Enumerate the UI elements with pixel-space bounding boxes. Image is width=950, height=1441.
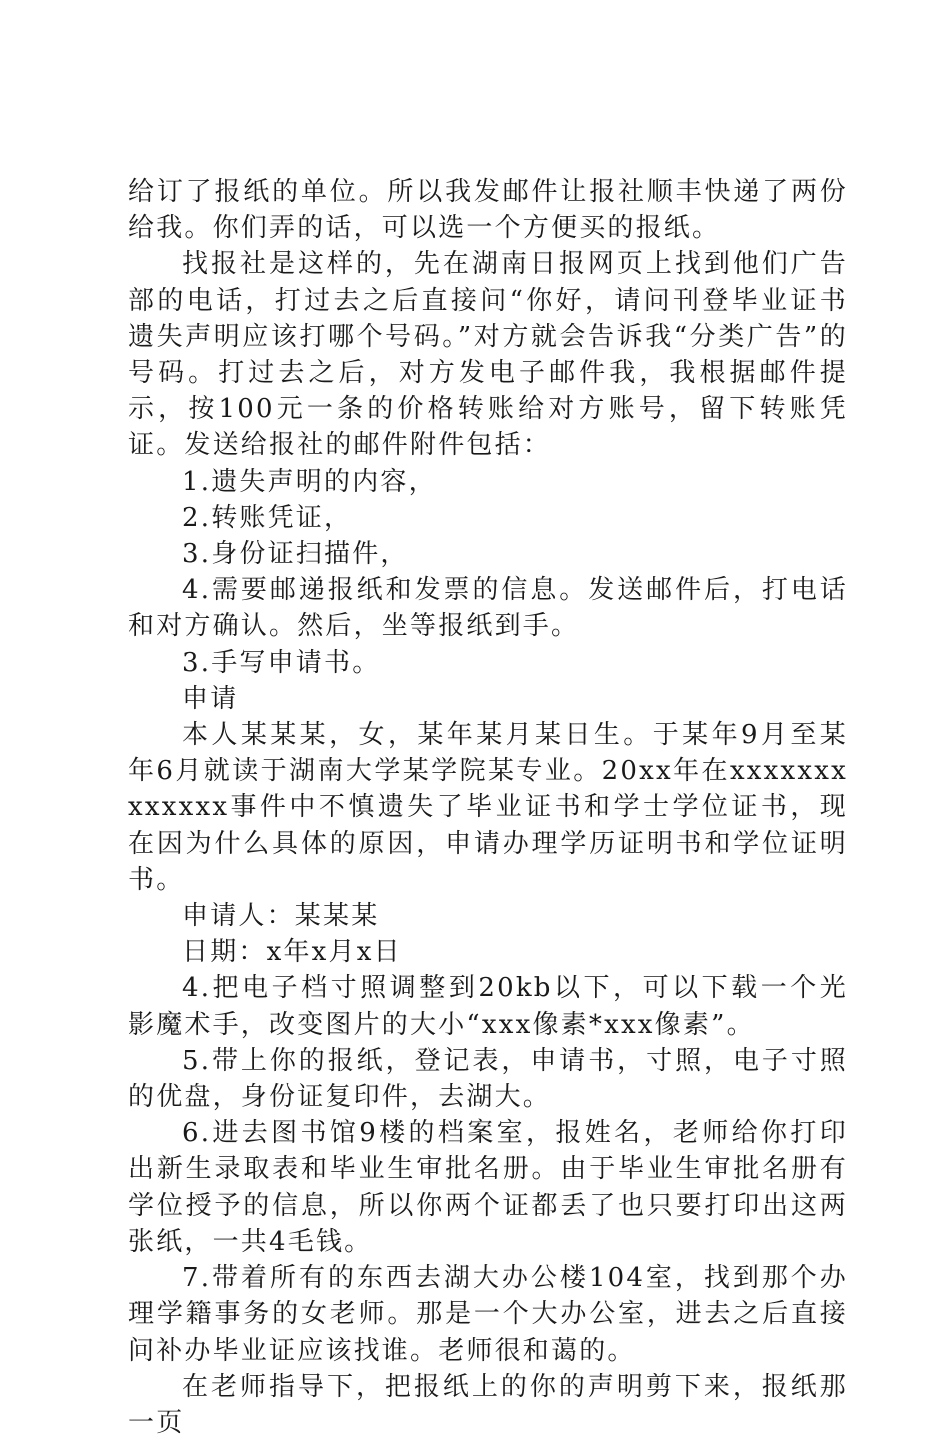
step-archive-room: 6.进去图书馆9楼的档案室，报姓名，老师给你打印出新生录取表和毕业生审批名册。由于毕业生审批名册有学位授予的信息，所以你两个证都丢了也只要打印出这两张纸，一共4毛钱。 — [128, 1118, 848, 1257]
document-body — [128, 174, 848, 1441]
paragraph-teacher-guidance: 在老师指导下，把报纸上的你的声明剪下来，报纸那一页 — [128, 1371, 848, 1438]
application-body: 本人某某某，女，某年某月某日生。于某年9月至某年6月就读于湖南大学某学院某专业。20xx年在xxxxxxxxxxxxx事件中不慎遗失了毕业证书和学士学位证书，现在因为什么具体的原因，申请办理学历证明书和学位证明书。 — [128, 720, 848, 895]
step-handwritten-application: 3.手写申请书。 — [182, 647, 381, 678]
step-office-104: 7.带着所有的东西去湖大办公楼104室，找到那个办理学籍事务的女老师。那是一个大办公室，进去之后直接问补办毕业证应该找谁。老师很和蔼的。 — [128, 1263, 848, 1366]
step-bring-documents: 5.带上你的报纸，登记表，申请书，寸照，电子寸照的优盘，身份证复印件，去湖大。 — [128, 1045, 848, 1113]
list-item-transfer-receipt: 2.转账凭证， — [182, 502, 353, 533]
step-photo-resize: 4.把电子档寸照调整到20kb以下，可以下载一个光影魔术手，改变图片的大小“xxx像素*xxx像素”。 — [128, 973, 848, 1040]
list-item-id-scan: 3.身份证扫描件， — [182, 539, 409, 570]
applicant-line: 申请人：某某某 — [182, 901, 380, 932]
paragraph-find-newspaper: 找报社是这样的，先在湖南日报网页上找到他们广告部的电话，打过去之后直接问“你好，请问刊登毕业证书遗失声明应该打哪个号码。”对方就会告诉我“分类广告”的号码。打过去之后，对方发电子邮件我，我根据邮件提示，按100元一条的价格转账给对方账号，留下转账凭证。发送给报社的邮件附件包括： — [128, 249, 848, 461]
paragraph-continuation: 给订了报纸的单位。所以我发邮件让报社顺丰快递了两份给我。你们弄的话，可以选一个方便买的报纸。 — [128, 177, 848, 244]
application-heading: 申请 — [182, 683, 239, 714]
date-line: 日期：x年x月x日 — [182, 937, 402, 968]
list-item-mailing-info: 4.需要邮递报纸和发票的信息。发送邮件后，打电话和对方确认。然后，坐等报纸到手。 — [128, 575, 848, 642]
list-item-notice-content: 1.遗失声明的内容， — [182, 466, 437, 497]
